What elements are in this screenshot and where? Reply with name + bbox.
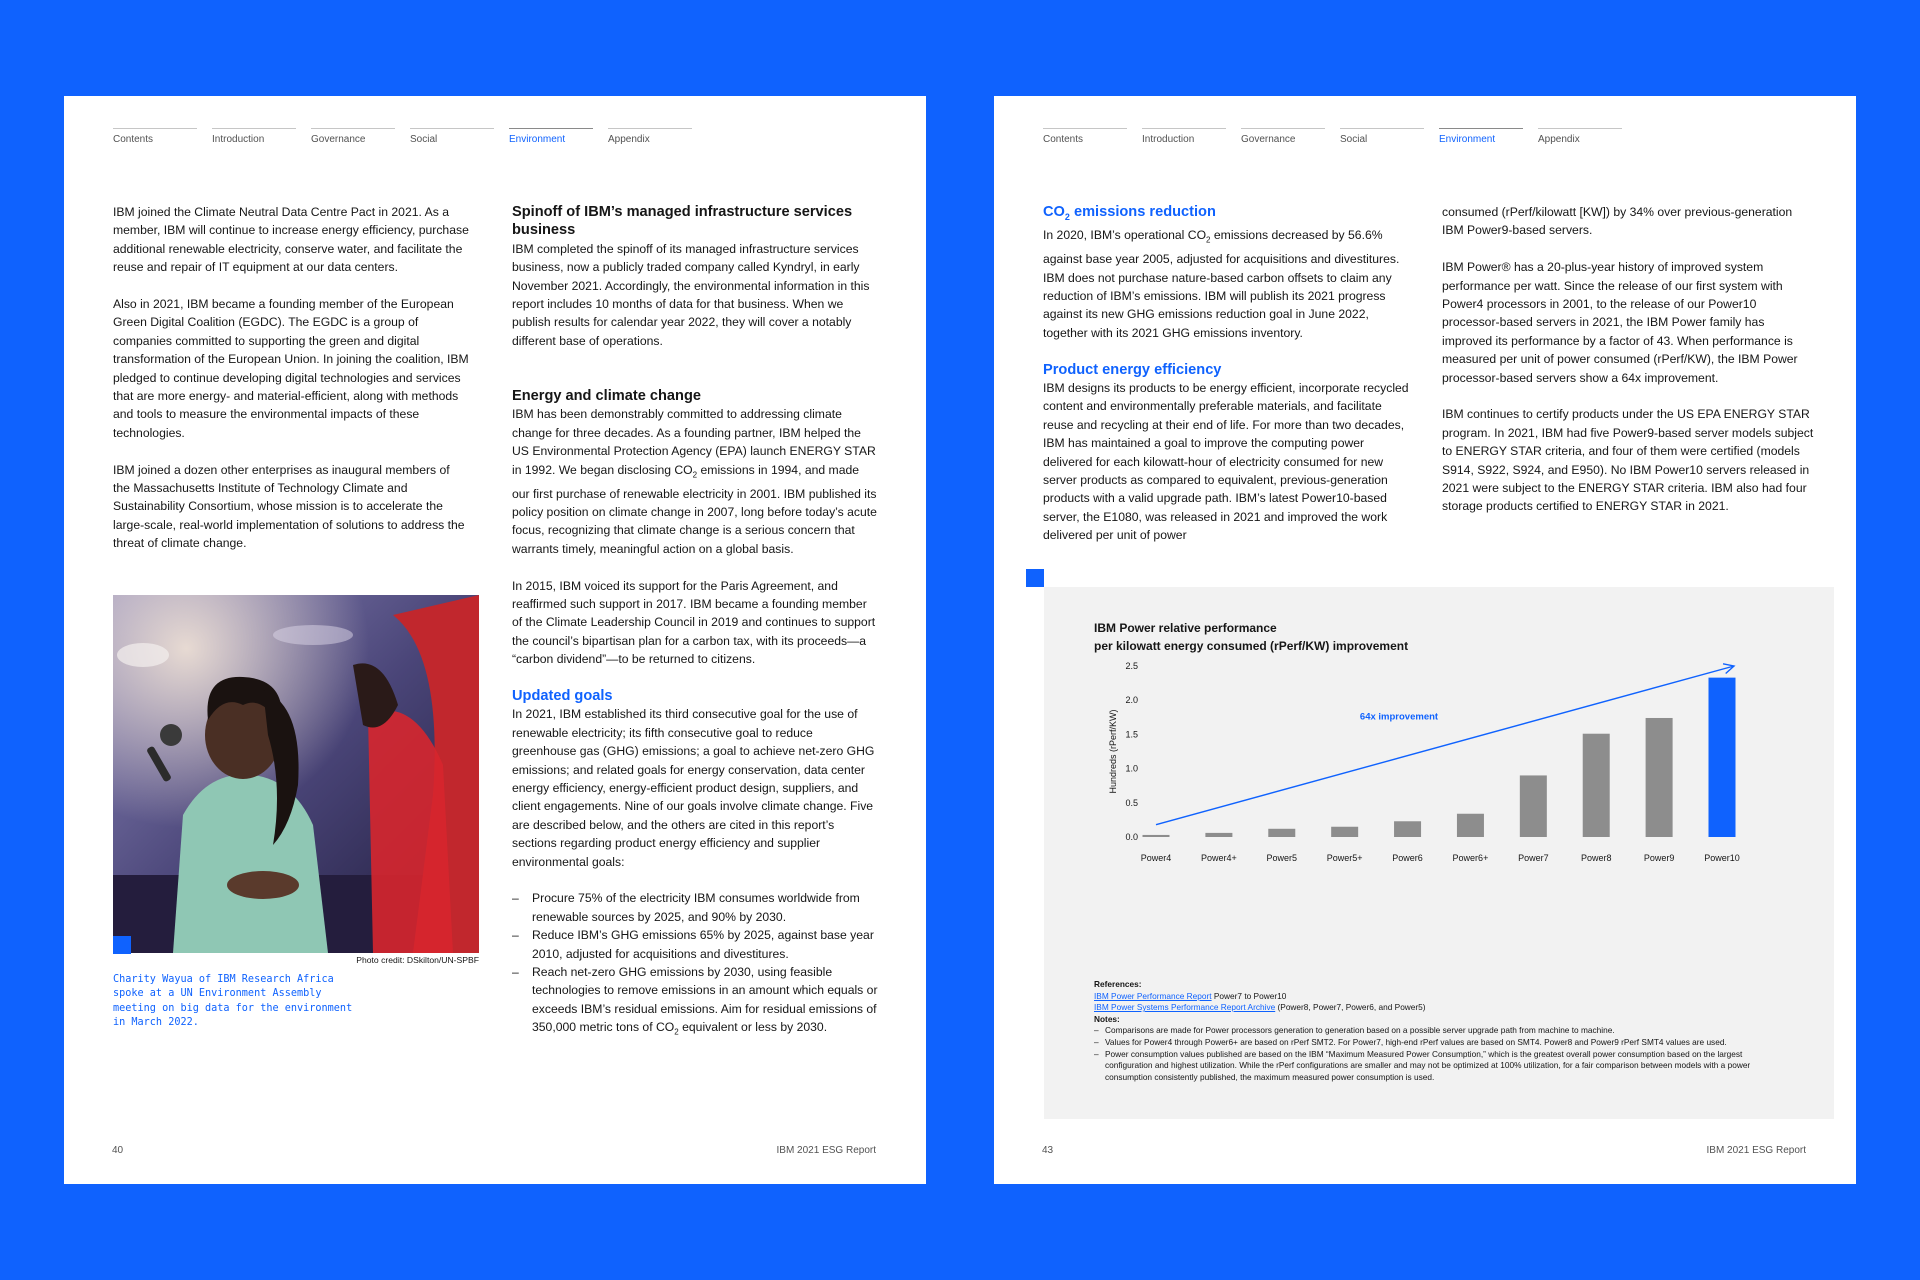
nav-item-contents[interactable]: Contents [113,128,197,145]
paragraph: IBM continues to certify products under the US EPA ENERGY STAR program. In 2021, IBM had five Power9-based server models subject to ENERGY STAR criteria, and four of them were certified (models S914, S922, S924, and E950). No IBM Power10 servers released in 2021 were subject to the ENERGY STAR criteria. IBM also had four storage products certified to ENERGY STAR in 2021. [1442,407,1814,514]
nav-item-contents[interactable]: Contents [1043,128,1127,145]
bar-power6 [1394,821,1421,837]
y-tick-label: 1.0 [1125,763,1138,774]
photo-illustration [113,595,479,953]
page-number: 40 [112,1145,124,1156]
x-tick-label: Power5 [1266,853,1298,863]
note-item: – Comparisons are made for Power processors generation to generation based on a possible server upgrade path from machine to machine. [1094,1025,1774,1037]
y-tick-label: 0.5 [1125,797,1138,808]
bar-power5 [1268,829,1295,837]
notes-list [1094,1025,1774,1083]
accent-square [113,936,131,954]
references-label: References: [1094,979,1142,989]
bar-power10 [1709,678,1736,837]
nav-item-introduction[interactable]: Introduction [212,128,296,145]
nav-item-social[interactable]: Social [1340,128,1424,145]
page-left [64,96,926,1184]
section-nav [1043,128,1637,145]
report-title: IBM 2021 ESG Report [776,1145,876,1156]
reference-link[interactable]: IBM Power Performance Report [1094,990,1212,1001]
report-title: IBM 2021 ESG Report [1706,1145,1806,1156]
x-tick-label: Power5+ [1326,853,1363,863]
product-heading: Product energy efficiency [1043,361,1222,378]
energy-heading: Energy and climate change [512,388,701,405]
y-axis-label: Hundreds (rPerf/KW) [1108,709,1118,794]
page-right [994,96,1856,1184]
x-tick-label: Power8 [1580,853,1612,863]
list-item: – Reduce IBM’s GHG emissions 65% by 2025, against base year 2010, adjusted for acquisitions and divestitures. [512,926,880,963]
list-item: – Reach net-zero GHG emissions by 2030, using feasible technologies to remove emissions in an amount which equals or exceeds IBM’s residual emissions. Aim for residual emissions of 350,000 metric tons of $CO_2$ equivalent or less by 2030. [512,963,880,1042]
nav-item-environment[interactable]: Environment [509,128,593,145]
right-col-1 [1043,203,1413,563]
paragraph: In 2015, IBM voiced its support for the Paris Agreement, and reaffirmed such support in 2017. IBM became a founding member of the Climate Leadership Council in 2019 and continues to support the council’s bipartisan plan for a carbon tax, with its proceeds—a “carbon dividend”—to be returned to citizens. [512,578,876,667]
photo-credit: Photo credit: DSkilton/UN-SPBF [356,955,479,965]
bar-power7 [1520,775,1547,837]
nav-item-environment[interactable]: Environment [1439,128,1523,145]
paragraph: IBM joined a dozen other enterprises as inaugural members of the Massachusetts Institute of Technology Climate and Sustainability Consortium, whose mission is to accelerate the large-scale, real-world implementation of solutions to address the threat of climate change. [113,462,465,551]
paragraph: In 2021, IBM established its third consecutive goal for the use of renewable electricity; its fifth consecutive goal to reduce greenhouse gas (GHG) emissions; a goal to achieve net-zero GHG emissions; and related goals for energy conservation, data center energy efficiency, energy-efficient product design, suppliers, and client engagements. Nine of our goals involve climate change. Five are described below, and the others are cited in this report’s sections regarding product energy efficiency and supplier environmental goals: [512,707,875,869]
photo-caption: Charity Wayua of IBM Research Africa spoke at a UN Environment Assembly meeting on big data for the environment in March 2022. [113,974,353,1029]
x-tick-label: Power4 [1140,853,1172,863]
accent-square [1026,569,1044,587]
paragraph: IBM designs its products to be energy efficient, incorporate recycled content and environmentally preferable materials, and facilitate reuse and recycling at their end of life. For more than two decades, IBM has maintained a goal to improve the computing power delivered for each kilowatt-hour of electricity consumed for new server products as compared to equivalent, previous-generation products with a valid upgrade path. IBM’s latest Power10-based server, the E1080, was released in 2021 and improved the work delivered per unit of power [1043,380,1409,543]
paragraph: Also in 2021, IBM became a founding member of the European Green Digital Coalition (EGDC). The EGDC is a group of companies committed to supporting the green and digital transformation of the European Union. In joining the coalition, IBM pledged to continue developing digital technologies and services that are more energy- and material-efficient, along with methods and tools to measure the environmental impacts of these technologies. [113,297,469,440]
x-tick-label: Power6+ [1452,853,1489,863]
bar-power4-plus [1205,833,1232,837]
x-tick-label: Power4+ [1200,853,1237,863]
goals-list [512,889,880,1042]
y-tick-label: 0.0 [1125,832,1138,842]
paragraph: IBM has been demonstrably committed to addressing climate change for three decades. As a founding partner, IBM helped the US Environmental Protection Agency (EPA) launch ENERGY STAR in 1992. We began disclosing $CO_2$ emissions in 1994, and made our first purchase of renewable electricity in 2001. IBM published its policy position on climate change in 2007, long before today’s acute focus, recognizing that climate change is a serious concern that warrants timely, meaningful action on a global basis. [512,407,877,556]
left-col-1 [113,203,469,571]
speaker-photo [113,595,479,953]
trend-annotation: 64x improvement [1359,711,1439,723]
right-col-2 [1442,203,1814,534]
paragraph: consumed (rPerf/kilowatt [KW]) by 34% over previous-generation IBM Power9-based servers. [1442,205,1793,238]
reference-1: IBM Power Performance Report Power7 to Power10 [1094,990,1287,1001]
spinoff-heading: Spinoff of IBM’s managed infrastructure services business [512,204,853,239]
x-tick-label: Power10 [1704,853,1740,863]
y-tick-label: 2.5 [1125,661,1138,671]
bar-power4 [1143,835,1170,837]
paragraph: IBM Power® has a 20-plus-year history of improved system performance per watt. Since the release of our first system with Power4 processors in 2001, to the release of our Power10 processor-based servers in 2021, the IBM Power family has improved its performance by a factor of 43. When performance is measured per unit of power consumed (rPerf/KW), the IBM Power processor-based servers show a 64x improvement. [1442,260,1798,385]
section-nav [113,128,707,145]
bar-chart [1044,587,1834,977]
nav-item-governance[interactable]: Governance [311,128,395,145]
co2-heading: $CO_2$ emissions reduction [1043,204,1216,222]
note-item: – Values for Power4 through Power6+ are based on rPerf SMT2. For Power7, high-end rPerf values are based on SMT4. Power8 and Power9 rPerf SMT4 values are used. [1094,1037,1774,1049]
reference-link[interactable]: IBM Power Systems Performance Report Archive [1094,1002,1276,1013]
paragraph: In 2020, IBM’s operational $CO_2$ emissions decreased by 56.6% against base year 2005, adjusted for acquisitions and divestitures. IBM does not purchase nature-based carbon offsets to claim any reduction of IBM’s emissions. IBM will publish its 2021 progress against its new GHG emissions reduction goal in June 2022, together with its 2021 GHG emissions inventory. [1043,228,1400,340]
bar-power5-plus [1331,827,1358,837]
paragraph: IBM joined the Climate Neutral Data Centre Pact in 2021. As a member, IBM will continue to increase energy efficiency, purchase additional renewable electricity, conserve water, and facilitate the reuse and repair of IT equipment at our data centers. [113,205,469,275]
list-item: – Procure 75% of the electricity IBM consumes worldwide from renewable sources by 2025, and 90% by 2030. [512,889,880,926]
y-tick-label: 2.0 [1125,695,1138,706]
nav-item-social[interactable]: Social [410,128,494,145]
chart-references [1094,979,1774,1083]
paragraph: IBM completed the spinoff of its managed infrastructure services business, now a publicly traded company called Kyndryl, in early November 2021. Accordingly, the environmental information in this report includes 10 months of data for that business. When we publish results for calendar year 2022, they will cover a notably different base of operations. [512,241,870,348]
left-col-2 [512,203,880,1042]
reference-2: IBM Power Systems Performance Report Archive (Power8, Power7, Power6, and Power5) [1094,1002,1426,1013]
nav-item-introduction[interactable]: Introduction [1142,128,1226,145]
nav-item-appendix[interactable]: Appendix [1538,128,1622,145]
goals-heading: Updated goals [512,687,613,704]
y-tick-label: 1.5 [1125,729,1138,740]
nav-item-appendix[interactable]: Appendix [608,128,692,145]
chart-title: IBM Power relative performance per kilowatt energy consumed (rPerf/KW) improvement [1094,621,1409,653]
nav-item-governance[interactable]: Governance [1241,128,1325,145]
x-tick-label: Power6 [1392,853,1423,863]
note-item: – Power consumption values published are based on the IBM “Maximum Measured Power Consumption,” which is the greatest overall power consumption based on the largest configuration and highest utilization. While the rPerf configurations are smaller and may not be optimized at 100% utilization, for a fair comparison between models with a power consumption consistently published, the maximum measured power consumption is used. [1094,1049,1774,1084]
page-number: 43 [1042,1145,1054,1156]
bar-power9 [1646,718,1673,837]
bar-power8 [1583,734,1610,837]
bar-power6-plus [1457,814,1484,837]
x-tick-label: Power7 [1518,853,1549,863]
notes-label: Notes: [1094,1013,1120,1024]
x-tick-label: Power9 [1643,853,1675,863]
